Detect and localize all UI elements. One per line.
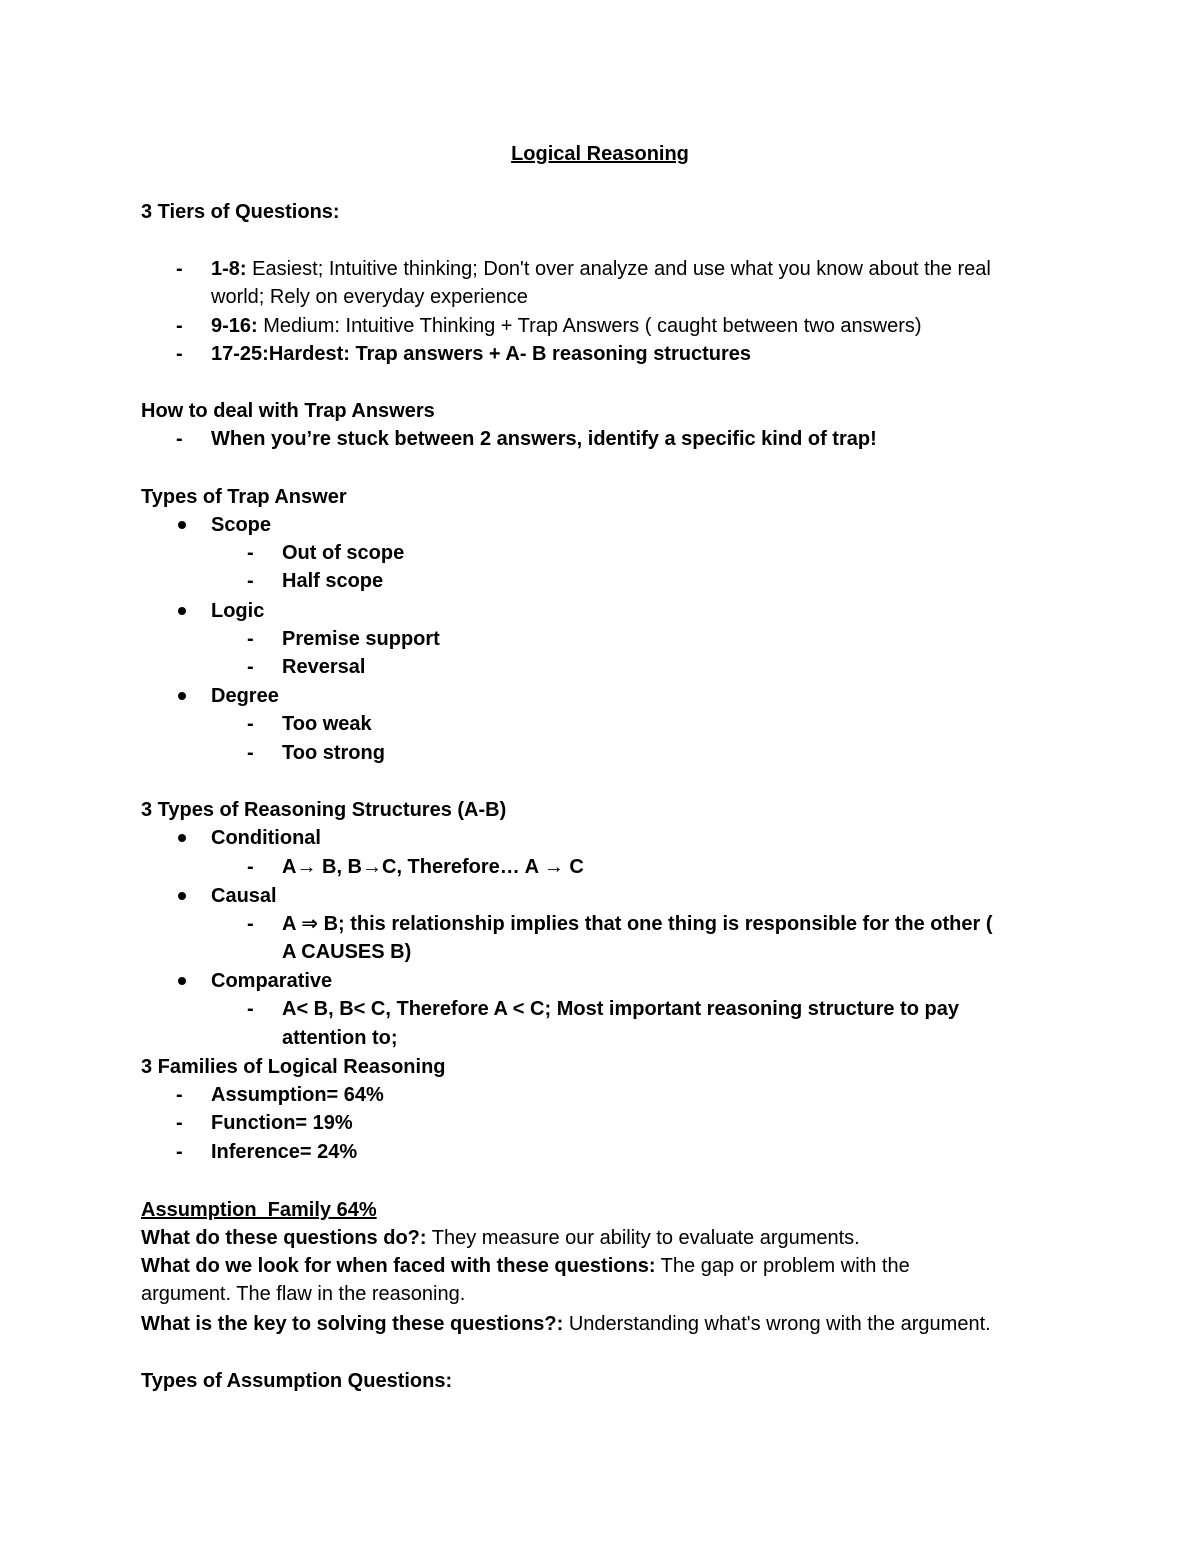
dash-bullet: - [176, 343, 183, 365]
dash-bullet: - [176, 258, 183, 280]
dash-bullet: - [247, 856, 254, 878]
dash-bullet: - [247, 542, 254, 564]
trap-types-heading: Types of Trap Answer [141, 486, 347, 508]
structure-causal-detail-continued: A CAUSES B) [282, 941, 412, 963]
tier-item-3: 17-25:Hardest: Trap answers + A- B reasoning structures [211, 343, 751, 365]
tier-item-1-continued: world; Rely on everyday experience [211, 286, 528, 308]
trap-deal-heading: How to deal with Trap Answers [141, 400, 435, 422]
structure-comparative-detail-continued: attention to; [282, 1027, 398, 1049]
structure-causal: Causal [211, 885, 277, 907]
dash-bullet: - [247, 570, 254, 592]
bullet-dot [178, 607, 186, 615]
structure-comparative-detail: A< B, B< C, Therefore A < C; Most important reasoning structure to pay [282, 998, 959, 1020]
trap-group-scope: Scope [211, 514, 272, 536]
assumption-q2: What do we look for when faced with these questions: The gap or problem with the [141, 1255, 910, 1277]
family-inference: Inference= 24% [211, 1141, 358, 1163]
structure-comparative: Comparative [211, 970, 333, 992]
structure-conditional-detail: A→ B, B→C, Therefore… A → C [282, 856, 584, 878]
tier-item-1: 1-8: Easiest; Intuitive thinking; Don't over analyze and use what you know about the real [211, 258, 991, 280]
structures-heading: 3 Types of Reasoning Structures (A-B) [141, 799, 507, 821]
bullet-dot [178, 692, 186, 700]
bullet-dot [178, 977, 186, 985]
trap-sub-out-of-scope: Out of scope [282, 542, 405, 564]
dash-bullet: - [247, 628, 254, 650]
dash-bullet: - [176, 428, 183, 450]
bullet-dot [178, 521, 186, 529]
dash-bullet: - [247, 913, 254, 935]
dash-bullet: - [247, 998, 254, 1020]
assumption-q1: What do these questions do?: They measure our ability to evaluate arguments. [141, 1227, 860, 1249]
trap-sub-premise-support: Premise support [282, 628, 440, 650]
assumption-types-heading: Types of Assumption Questions: [141, 1370, 453, 1392]
trap-sub-half-scope: Half scope [282, 570, 384, 592]
trap-sub-too-weak: Too weak [282, 713, 372, 735]
families-heading: 3 Families of Logical Reasoning [141, 1056, 446, 1078]
assumption-q2-continued: argument. The flaw in the reasoning. [141, 1283, 466, 1305]
dash-bullet: - [176, 1141, 183, 1163]
dash-bullet: - [247, 742, 254, 764]
trap-sub-reversal: Reversal [282, 656, 366, 678]
tier-item-2: 9-16: Medium: Intuitive Thinking + Trap Answers ( caught between two answers) [211, 315, 922, 337]
trap-sub-too-strong: Too strong [282, 742, 385, 764]
trap-deal-item: When you’re stuck between 2 answers, identify a specific kind of trap! [211, 428, 877, 450]
assumption-q3: What is the key to solving these questions?: Understanding what's wrong with the argument. [141, 1313, 991, 1335]
trap-group-logic: Logic [211, 600, 265, 622]
dash-bullet: - [247, 713, 254, 735]
dash-bullet: - [247, 656, 254, 678]
tiers-heading: 3 Tiers of Questions: [141, 201, 340, 223]
family-function: Function= 19% [211, 1112, 353, 1134]
dash-bullet: - [176, 1112, 183, 1134]
page-title: Logical Reasoning [511, 143, 689, 165]
assumption-heading: Assumption Family 64% [141, 1199, 377, 1221]
trap-group-degree: Degree [211, 685, 279, 707]
bullet-dot [178, 834, 186, 842]
family-assumption: Assumption= 64% [211, 1084, 384, 1106]
dash-bullet: - [176, 1084, 183, 1106]
dash-bullet: - [176, 315, 183, 337]
structure-causal-detail: A ⇒ B; this relationship implies that one thing is responsible for the other ( [282, 913, 993, 935]
structure-conditional: Conditional [211, 827, 321, 849]
bullet-dot [178, 892, 186, 900]
